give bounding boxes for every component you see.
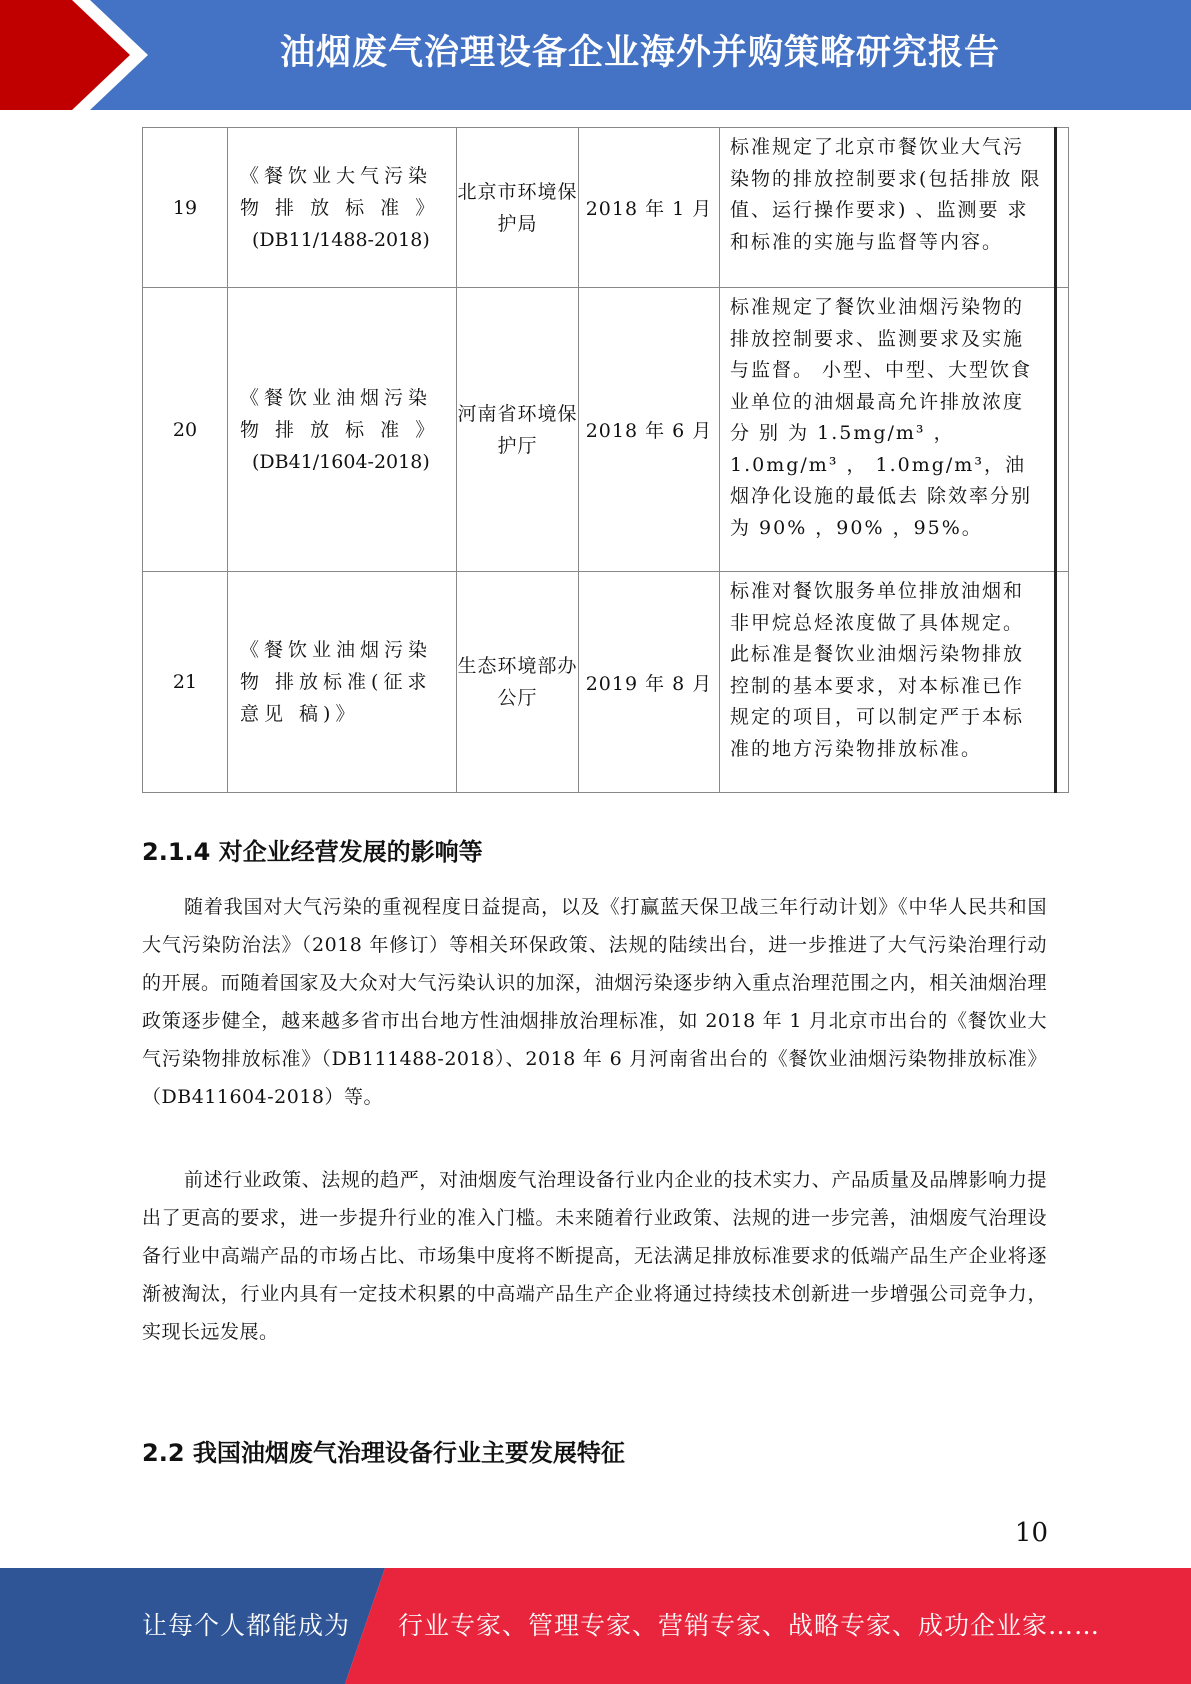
standard-code: (DB11/1488-2018) [252, 228, 430, 251]
issue-date: 2019 年 8 月 [579, 572, 720, 793]
body-paragraph: 前述行业政策、法规的趋严，对油烟废气治理设备行业内企业的技术实力、产品质量及品牌影响力提出了更高的要求，进一步提升行业的准入门槛。未来随着行业政策、法规的进一步完善，油烟废气治理设备行业中高端产品的市场占比、市场集中度将不断提高，无法满足排放标准要求的低端产品生产企业将逐渐被淘汰，行业内具有一定技术积累的中高端产品生产企业将通过持续技术创新进一步增强公司竞争力，实现长远发展。 [142, 1169, 1047, 1343]
footer-slogan-left: 让每个人都能成为 [142, 1611, 351, 1640]
row-number: 20 [143, 288, 228, 572]
standard-description: 标准对餐饮服务单位排放油烟和 非甲烷总烃浓度做了具体规定。 此标准是餐饮业油烟污染物排放 控制的基本要求，对本标准已作 规定的项目，可以制定严于本标 准的地方污染物排放标准。 [720, 572, 1056, 793]
table-gap-cell [1056, 128, 1069, 288]
standard-description: 标准规定了北京市餐饮业大气污 染物的排放控制要求(包括排放 限值、运行操作要求) 、监测要 求和标准的实施与监督等内容。 [720, 128, 1056, 288]
page-header [0, 0, 1191, 110]
table-gap-cell [1056, 572, 1069, 793]
issue-date: 2018 年 6 月 [579, 288, 720, 572]
footer-slogan-right: 行业专家、管理专家、营销专家、战略专家、成功企业家…… [398, 1611, 1101, 1640]
row-number: 19 [143, 128, 228, 288]
standard-name [228, 128, 457, 288]
table-row [143, 288, 1069, 572]
standard-description: 标准规定了餐饮业油烟污染物的 排放控制要求、监测要求及实施 与监督。 小型、中型、大型饮食 业单位的油烟最高允许排放浓度 分 别 为 1.5mg/m³ ， 1.0mg/m³ ， 1.0mg/m³，油烟净化设施的最低去 除效率分别为 90% ，90% ，95%。 [720, 288, 1056, 572]
body-paragraph: 随着我国对大气污染的重视程度日益提高，以及《打赢蓝天保卫战三年行动计划》《中华人民共和国大气污染防治法》（2018 年修订）等相关环保政策、法规的陆续出台，进一步推进了大气污染治理行动的开展。而随着国家及大众对大气污染认识的加深，油烟污染逐步纳入重点治理范围之内，相关油烟治理政策逐步健全，越来越多省市出台地方性油烟排放治理标准，如 2018 年 1 月北京市出台的《餐饮业大气污染物排放标准》（DB111488-2018）、2018 年 6 月河南省出台的《餐饮业油烟污染物排放标准》（DB411604-2018）等。 [142, 896, 1047, 1108]
standard-code: (DB41/1604-2018) [252, 450, 430, 473]
section-heading-2-2: 2.2 我国油烟废气治理设备行业主要发展特征 [142, 1439, 625, 1467]
report-title: 油烟废气治理设备企业海外并购策略研究报告 [279, 33, 1000, 73]
issuing-authority: 河南省环境保护厅 [457, 288, 579, 572]
standards-table [142, 127, 1069, 793]
table-row [143, 128, 1069, 288]
row-number: 21 [143, 572, 228, 793]
issuing-authority: 生态环境部办公厅 [457, 572, 579, 793]
standard-title: 《餐饮业油烟污染物 排 放 标 准 》 [240, 386, 440, 441]
header-arrow-icon [0, 0, 160, 110]
standard-title: 《餐饮业油烟污染物 排放标准(征求意见 稿)》 [240, 639, 433, 725]
issue-date: 2018 年 1 月 [579, 128, 720, 288]
page-number: 10 [1014, 1518, 1048, 1548]
table-gap-cell [1056, 288, 1069, 572]
standard-name [228, 288, 457, 572]
table-row [143, 572, 1069, 793]
standard-title: 《餐饮业大气污染物 排 放 标 准 》 [240, 164, 440, 219]
page-footer [0, 1568, 1191, 1684]
issuing-authority: 北京市环境保护局 [457, 128, 579, 288]
standard-name [228, 572, 457, 793]
section-heading-2-1-4: 2.1.4 对企业经营发展的影响等 [142, 838, 483, 866]
